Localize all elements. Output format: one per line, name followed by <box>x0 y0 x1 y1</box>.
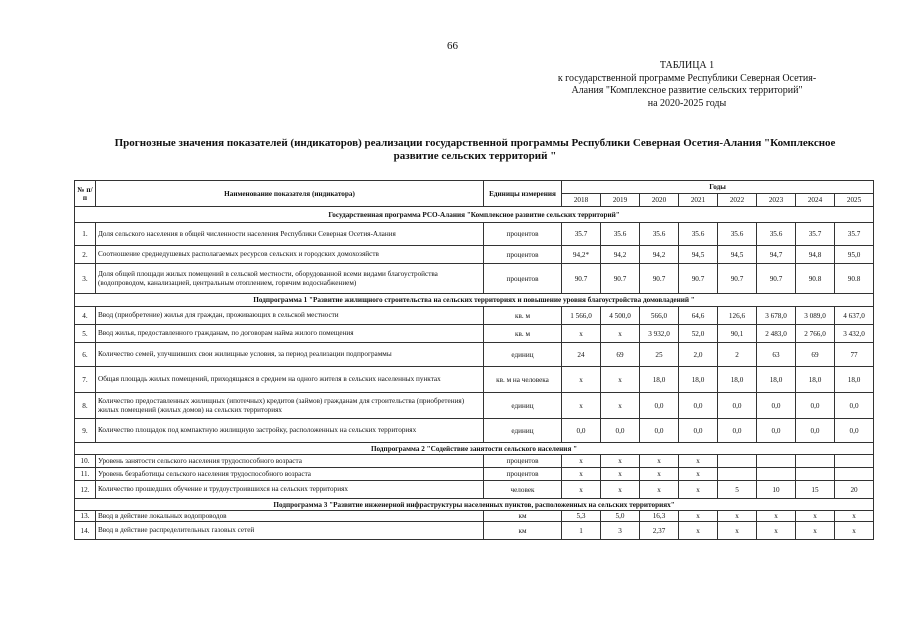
value-cell: 0,0 <box>562 419 601 443</box>
document-title <box>80 137 870 163</box>
value-cell: 0,0 <box>640 419 679 443</box>
unit-cell: процентов <box>484 264 562 294</box>
value-cell <box>757 468 796 481</box>
value-cell: 94,2 <box>601 246 640 264</box>
row-number: 11. <box>75 468 96 481</box>
unit-cell: человек <box>484 481 562 499</box>
row-number: 4. <box>75 307 96 325</box>
table-row <box>75 264 874 294</box>
value-cell: х <box>679 468 718 481</box>
value-cell: 94,2* <box>562 246 601 264</box>
table-row <box>75 511 874 522</box>
value-cell <box>835 455 874 468</box>
value-cell <box>718 468 757 481</box>
table-row <box>75 481 874 499</box>
value-cell: 90.7 <box>601 264 640 294</box>
row-number: 5. <box>75 325 96 343</box>
value-cell: 5,0 <box>601 511 640 522</box>
value-cell: 0,0 <box>718 419 757 443</box>
indicator-name: Количество предоставленных жилищных (ипотечных) кредитов (займов) гражданам для строительства (приобретения) жилых помещений (жилых домов) на сельских территориях <box>96 393 484 419</box>
indicator-name: Уровень безработицы сельского населения трудоспособного возраста <box>96 468 484 481</box>
value-cell: 90.7 <box>640 264 679 294</box>
value-cell: 69 <box>796 343 835 367</box>
row-number: 6. <box>75 343 96 367</box>
row-number: 14. <box>75 522 96 540</box>
value-cell: 35.6 <box>757 223 796 246</box>
table-row <box>75 455 874 468</box>
header-name: Наименование показателя (индикатора) <box>96 181 484 207</box>
table-row <box>75 419 874 443</box>
value-cell: 64,6 <box>679 307 718 325</box>
value-cell: х <box>718 522 757 540</box>
value-cell: 3 678,0 <box>757 307 796 325</box>
value-cell: 20 <box>835 481 874 499</box>
value-cell: 10 <box>757 481 796 499</box>
value-cell: х <box>562 468 601 481</box>
annex-note <box>507 60 867 110</box>
annex-line-4: на 2020-2025 годы <box>647 97 727 109</box>
unit-cell: кв. м <box>484 325 562 343</box>
value-cell: х <box>601 455 640 468</box>
value-cell: 24 <box>562 343 601 367</box>
annex-line-1: ТАБЛИЦА 1 <box>659 60 715 71</box>
value-cell: 18,0 <box>796 367 835 393</box>
value-cell: 35.6 <box>601 223 640 246</box>
unit-cell: км <box>484 522 562 540</box>
header-year: 2019 <box>601 194 640 207</box>
value-cell: 566,0 <box>640 307 679 325</box>
header-year: 2020 <box>640 194 679 207</box>
section-row <box>75 207 874 223</box>
table-row <box>75 367 874 393</box>
value-cell: 1 566,0 <box>562 307 601 325</box>
value-cell: х <box>601 393 640 419</box>
value-cell: 77 <box>835 343 874 367</box>
value-cell: 52,0 <box>679 325 718 343</box>
section-row <box>75 294 874 307</box>
indicator-name: Ввод (приобретение) жилья для граждан, проживающих в сельской местности <box>96 307 484 325</box>
value-cell: х <box>562 367 601 393</box>
value-cell: 25 <box>640 343 679 367</box>
value-cell: х <box>562 325 601 343</box>
indicator-name: Ввод в действие локальных водопроводов <box>96 511 484 522</box>
value-cell: 90.8 <box>835 264 874 294</box>
value-cell: х <box>601 481 640 499</box>
value-cell: 35.6 <box>679 223 718 246</box>
header-year: 2025 <box>835 194 874 207</box>
unit-cell: процентов <box>484 223 562 246</box>
value-cell: 63 <box>757 343 796 367</box>
value-cell: 0,0 <box>757 419 796 443</box>
value-cell: 4 500,0 <box>601 307 640 325</box>
value-cell: х <box>640 455 679 468</box>
value-cell: 18,0 <box>718 367 757 393</box>
header-year: 2021 <box>679 194 718 207</box>
section-title: Подпрограмма 3 "Развитие инженерной инфраструктуры населенных пунктов, расположенных на сельских территориях" <box>75 499 874 511</box>
indicator-name: Общая площадь жилых помещений, приходящаяся в среднем на одного жителя в сельских населенных пунктах <box>96 367 484 393</box>
indicator-name: Ввод в действие распределительных газовых сетей <box>96 522 484 540</box>
value-cell: 2 483,0 <box>757 325 796 343</box>
unit-cell: кв. м <box>484 307 562 325</box>
value-cell: 0,0 <box>718 393 757 419</box>
unit-cell: кв. м на человека <box>484 367 562 393</box>
header-unit: Единицы измерения <box>484 181 562 207</box>
value-cell: х <box>640 481 679 499</box>
value-cell: 3 <box>601 522 640 540</box>
value-cell: х <box>757 511 796 522</box>
table-row <box>75 468 874 481</box>
table-row <box>75 325 874 343</box>
value-cell: 0,0 <box>679 419 718 443</box>
value-cell: х <box>679 522 718 540</box>
value-cell: 94,8 <box>796 246 835 264</box>
value-cell: х <box>601 325 640 343</box>
header-years: Годы <box>562 181 874 194</box>
value-cell: 90.7 <box>679 264 718 294</box>
value-cell: 4 637,0 <box>835 307 874 325</box>
row-number: 12. <box>75 481 96 499</box>
header-year: 2022 <box>718 194 757 207</box>
row-number: 1. <box>75 223 96 246</box>
value-cell: 5 <box>718 481 757 499</box>
value-cell: 95,0 <box>835 246 874 264</box>
row-number: 13. <box>75 511 96 522</box>
value-cell: 94,5 <box>718 246 757 264</box>
value-cell: 16,3 <box>640 511 679 522</box>
title-line-1: Прогнозные значения показателей (индикаторов) реализации государственной программы Республики Северная Осетия-Алания "Комплексное <box>114 137 836 149</box>
value-cell: 35.7 <box>835 223 874 246</box>
value-cell <box>718 455 757 468</box>
header-num: № п/п <box>75 181 96 207</box>
unit-cell: процентов <box>484 246 562 264</box>
unit-cell: км <box>484 511 562 522</box>
value-cell <box>757 455 796 468</box>
value-cell: 90.7 <box>562 264 601 294</box>
section-title: Государственная программа РСО-Алания "Комплексное развитие сельских территорий" <box>75 207 874 223</box>
header-year: 2018 <box>562 194 601 207</box>
value-cell: х <box>679 511 718 522</box>
table-row <box>75 522 874 540</box>
value-cell: 35.7 <box>796 223 835 246</box>
value-cell: 69 <box>601 343 640 367</box>
indicator-name: Ввод жилья, предоставленного гражданам, по договорам найма жилого помещения <box>96 325 484 343</box>
value-cell: 90.7 <box>757 264 796 294</box>
value-cell: 0,0 <box>835 419 874 443</box>
row-number: 3. <box>75 264 96 294</box>
value-cell: 2 <box>718 343 757 367</box>
value-cell: 35.6 <box>640 223 679 246</box>
value-cell: 2 766,0 <box>796 325 835 343</box>
table-row <box>75 393 874 419</box>
value-cell: 0,0 <box>757 393 796 419</box>
value-cell: 3 432,0 <box>835 325 874 343</box>
unit-cell: процентов <box>484 455 562 468</box>
value-cell <box>796 468 835 481</box>
indicator-name: Количество прошедших обучение и трудоустроившихся на сельских территориях <box>96 481 484 499</box>
value-cell: 90,1 <box>718 325 757 343</box>
value-cell: х <box>640 468 679 481</box>
value-cell: х <box>796 511 835 522</box>
value-cell: 18,0 <box>679 367 718 393</box>
value-cell: 2,37 <box>640 522 679 540</box>
value-cell: 18,0 <box>835 367 874 393</box>
value-cell: х <box>601 367 640 393</box>
indicator-name: Доля общей площади жилых помещений в сельской местности, оборудованной всеми видами благоустройства (водопроводом, канализацией, центральным отоплением, горячим водоснабжением) <box>96 264 484 294</box>
section-title: Подпрограмма 2 "Содействие занятости сельского населения " <box>75 443 874 455</box>
value-cell: х <box>601 468 640 481</box>
value-cell: х <box>835 522 874 540</box>
value-cell: 90.7 <box>718 264 757 294</box>
value-cell: х <box>796 522 835 540</box>
value-cell: 94,7 <box>757 246 796 264</box>
row-number: 10. <box>75 455 96 468</box>
table-row <box>75 246 874 264</box>
value-cell <box>835 468 874 481</box>
value-cell: 126,6 <box>718 307 757 325</box>
section-row <box>75 443 874 455</box>
unit-cell: единиц <box>484 393 562 419</box>
indicator-name: Соотношение среднедушевых располагаемых ресурсов сельских и городских домохозяйств <box>96 246 484 264</box>
value-cell: 94,2 <box>640 246 679 264</box>
annex-line-2: к государственной программе Республики Северная Осетия- <box>557 72 817 84</box>
value-cell: х <box>679 481 718 499</box>
page-number: 66 <box>447 40 458 52</box>
value-cell <box>796 455 835 468</box>
row-number: 2. <box>75 246 96 264</box>
row-number: 8. <box>75 393 96 419</box>
value-cell: х <box>562 455 601 468</box>
unit-cell: процентов <box>484 468 562 481</box>
value-cell: 1 <box>562 522 601 540</box>
value-cell: х <box>835 511 874 522</box>
value-cell: 0,0 <box>835 393 874 419</box>
value-cell: 15 <box>796 481 835 499</box>
value-cell: х <box>562 393 601 419</box>
value-cell: 18,0 <box>757 367 796 393</box>
value-cell: 0,0 <box>796 419 835 443</box>
section-title: Подпрограмма 1 "Развитие жилищного строительства на сельских территориях и повышение уровня благоустройства домовладений " <box>75 294 874 307</box>
value-cell: 0,0 <box>601 419 640 443</box>
indicator-name: Доля сельского населения в общей численности населения Республики Северная Осетия-Алания <box>96 223 484 246</box>
value-cell: 94,5 <box>679 246 718 264</box>
table-row <box>75 307 874 325</box>
value-cell: 0,0 <box>640 393 679 419</box>
value-cell: 35.6 <box>718 223 757 246</box>
value-cell: 5,3 <box>562 511 601 522</box>
value-cell: х <box>757 522 796 540</box>
value-cell: 0,0 <box>796 393 835 419</box>
value-cell: х <box>679 455 718 468</box>
value-cell: 0,0 <box>679 393 718 419</box>
indicators-table <box>74 180 874 540</box>
value-cell: 2,0 <box>679 343 718 367</box>
value-cell: 18,0 <box>640 367 679 393</box>
indicator-name: Количество площадок под компактную жилищную застройку, расположенных на сельских территориях <box>96 419 484 443</box>
header-year: 2024 <box>796 194 835 207</box>
section-row <box>75 499 874 511</box>
row-number: 9. <box>75 419 96 443</box>
value-cell: 35.7 <box>562 223 601 246</box>
value-cell: 90.8 <box>796 264 835 294</box>
row-number: 7. <box>75 367 96 393</box>
value-cell: 3 932,0 <box>640 325 679 343</box>
unit-cell: единиц <box>484 343 562 367</box>
indicator-name: Количество семей, улучшивших свои жилищные условия, за период реализации подпрограммы <box>96 343 484 367</box>
header-year: 2023 <box>757 194 796 207</box>
value-cell: х <box>562 481 601 499</box>
table-row <box>75 223 874 246</box>
value-cell: 3 089,0 <box>796 307 835 325</box>
title-line-2: развитие сельских территорий " <box>393 150 557 162</box>
unit-cell: единиц <box>484 419 562 443</box>
value-cell: х <box>718 511 757 522</box>
annex-line-3: Алания "Комплексное развитие сельских территорий" <box>571 85 803 96</box>
indicator-name: Уровень занятости сельского населения трудоспособного возраста <box>96 455 484 468</box>
table-row <box>75 343 874 367</box>
